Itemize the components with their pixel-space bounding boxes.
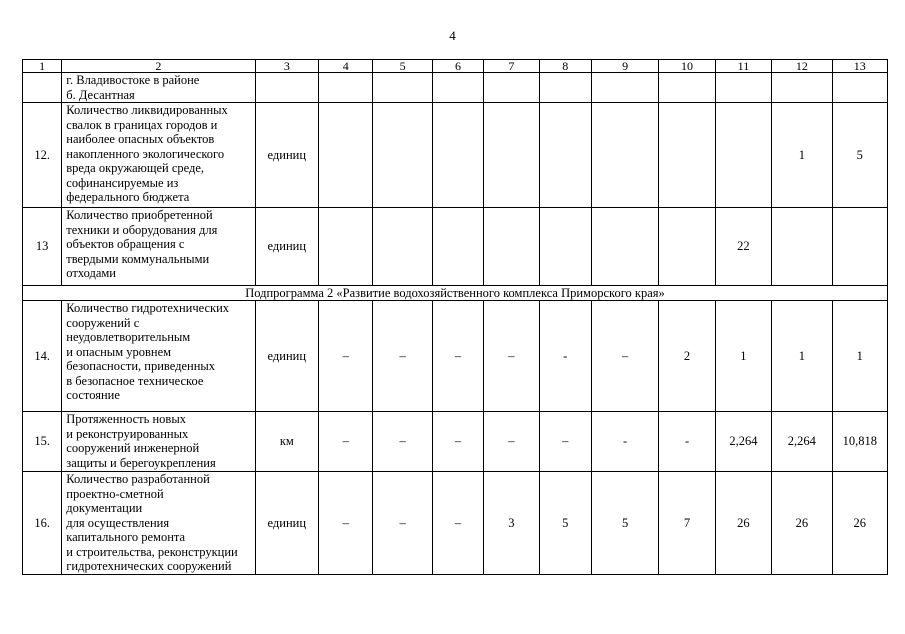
value-cell <box>319 208 373 286</box>
unit-cell: единиц <box>255 103 318 208</box>
value-cell <box>832 208 887 286</box>
value-cell <box>484 73 539 103</box>
value-cell: 26 <box>832 472 887 575</box>
value-cell: 7 <box>659 472 715 575</box>
table-row <box>23 103 888 208</box>
row-number: 13 <box>23 208 62 286</box>
header-cell: 6 <box>432 60 483 73</box>
indicator-name-text: Количество гидротехнических сооружений с неудовлетворительным и опасным уровнем безопасности, приведенных в безопасное техническое состояние <box>66 301 230 402</box>
value-cell <box>484 208 539 286</box>
header-cell: 13 <box>832 60 887 73</box>
indicator-name-text: г. Владивостоке в районе б. Десантная <box>66 73 200 102</box>
value-cell <box>659 103 715 208</box>
value-cell: – <box>539 412 591 472</box>
value-cell: – <box>373 412 432 472</box>
row-number: 15. <box>23 412 62 472</box>
header-cell: 10 <box>659 60 715 73</box>
indicator-name-text: Протяженность новых и реконструированных сооружений инженерной защиты и берегоукрепления <box>66 412 216 470</box>
value-cell: 22 <box>715 208 771 286</box>
header-row <box>23 60 888 73</box>
value-cell <box>432 73 483 103</box>
value-cell: – <box>484 412 539 472</box>
value-cell: - <box>539 301 591 412</box>
value-cell: 1 <box>772 103 832 208</box>
value-cell: – <box>373 301 432 412</box>
table-body <box>23 60 888 575</box>
value-cell: - <box>591 412 658 472</box>
indicator-name-text: Количество разработанной проектно-сметной документации для осуществления капитального ремонта и строительства, реконструкции гидротехнических сооружений <box>66 472 238 573</box>
value-cell <box>772 208 832 286</box>
value-cell <box>715 103 771 208</box>
value-cell: – <box>432 301 483 412</box>
value-cell: 5 <box>539 472 591 575</box>
value-cell: 10,818 <box>832 412 887 472</box>
value-cell <box>659 208 715 286</box>
unit-cell <box>255 73 318 103</box>
indicator-name <box>62 412 255 472</box>
value-cell <box>484 103 539 208</box>
header-cell: 5 <box>373 60 432 73</box>
value-cell: – <box>319 412 373 472</box>
table-row <box>23 301 888 412</box>
indicator-name <box>62 472 255 575</box>
value-cell: 1 <box>772 301 832 412</box>
value-cell: – <box>432 412 483 472</box>
header-cell: 9 <box>591 60 658 73</box>
header-cell: 8 <box>539 60 591 73</box>
value-cell <box>715 73 771 103</box>
header-cell: 12 <box>772 60 832 73</box>
header-cell: 11 <box>715 60 771 73</box>
value-cell <box>373 73 432 103</box>
indicator-name <box>62 103 255 208</box>
indicator-name <box>62 73 255 103</box>
unit-cell: км <box>255 412 318 472</box>
unit-cell: единиц <box>255 208 318 286</box>
header-cell: 3 <box>255 60 318 73</box>
value-cell <box>432 103 483 208</box>
value-cell <box>591 103 658 208</box>
row-number: 14. <box>23 301 62 412</box>
indicator-name <box>62 208 255 286</box>
page-number: 4 <box>449 28 456 43</box>
value-cell: 1 <box>832 301 887 412</box>
value-cell <box>373 208 432 286</box>
value-cell: 5 <box>832 103 887 208</box>
subprogram-title: Подпрограмма 2 «Развитие водохозяйственного комплекса Приморского края» <box>23 286 888 301</box>
value-cell: – <box>432 472 483 575</box>
indicator-name-text: Количество ликвидированных свалок в границах городов и наиболее опасных объектов накопленного экологического вреда окружающей среде, софинансируемые из федерального бюджета <box>66 103 228 204</box>
value-cell <box>319 103 373 208</box>
unit-cell: единиц <box>255 472 318 575</box>
unit-cell: единиц <box>255 301 318 412</box>
value-cell: 3 <box>484 472 539 575</box>
value-cell: 2,264 <box>772 412 832 472</box>
table-row <box>23 208 888 286</box>
value-cell <box>772 73 832 103</box>
header-cell: 7 <box>484 60 539 73</box>
value-cell: – <box>373 472 432 575</box>
indicator-name-text: Количество приобретенной техники и оборудования для объектов обращения с твердыми коммунальными отходами <box>66 208 218 280</box>
value-cell: 26 <box>772 472 832 575</box>
value-cell: 2,264 <box>715 412 771 472</box>
value-cell: – <box>484 301 539 412</box>
value-cell: – <box>319 301 373 412</box>
header-cell: 2 <box>62 60 255 73</box>
value-cell: 5 <box>591 472 658 575</box>
indicator-name <box>62 301 255 412</box>
header-cell: 4 <box>319 60 373 73</box>
value-cell <box>539 103 591 208</box>
value-cell <box>591 73 658 103</box>
subprogram-row <box>23 286 888 301</box>
value-cell: – <box>319 472 373 575</box>
table-row <box>23 472 888 575</box>
value-cell: - <box>659 412 715 472</box>
value-cell <box>539 208 591 286</box>
value-cell <box>832 73 887 103</box>
indicators-table <box>22 59 888 575</box>
table-row <box>23 412 888 472</box>
table-row <box>23 73 888 103</box>
row-number <box>23 73 62 103</box>
value-cell: 1 <box>715 301 771 412</box>
row-number: 16. <box>23 472 62 575</box>
value-cell <box>373 103 432 208</box>
header-cell: 1 <box>23 60 62 73</box>
value-cell <box>659 73 715 103</box>
value-cell <box>432 208 483 286</box>
row-number: 12. <box>23 103 62 208</box>
value-cell <box>539 73 591 103</box>
value-cell: 2 <box>659 301 715 412</box>
value-cell: – <box>591 301 658 412</box>
value-cell <box>591 208 658 286</box>
value-cell <box>319 73 373 103</box>
value-cell: 26 <box>715 472 771 575</box>
